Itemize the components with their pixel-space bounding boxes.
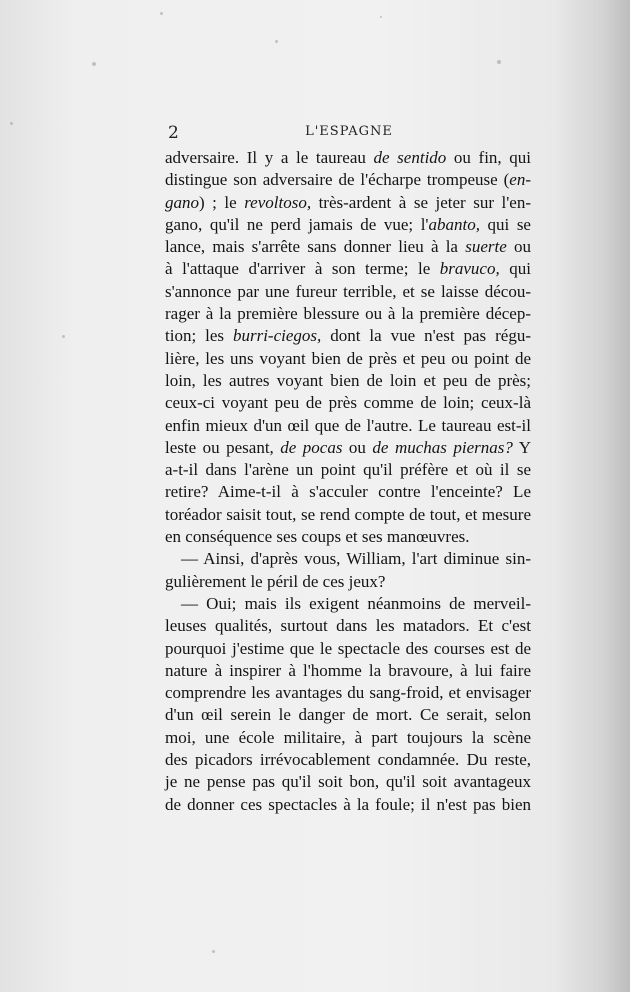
page-number: 2: [168, 123, 179, 143]
text-line: adversaire. Il y a le taureau de sentido ou fin, qui: [165, 148, 532, 167]
text-line: — Oui; mais ils exigent néanmoins de merveil-: [181, 593, 531, 613]
text-line: d'un œil serein le danger de mort. Ce serait, selon: [165, 705, 531, 725]
italic-term: en-: [509, 170, 531, 190]
text-line: enfin mieux d'un œil que de l'autre. Le taureau est-il: [165, 415, 531, 435]
text-line: ceux-ci voyant peu de près comme de loin; ceux-là: [165, 393, 531, 413]
page-header: [168, 123, 530, 145]
text-line: leuses qualités, surtout dans les matadors. Et c'est: [165, 616, 531, 636]
text-line: gulièrement le péril de ces jeux?: [165, 571, 386, 591]
italic-term: burri-ciegos,: [232, 326, 322, 346]
text-line: comprendre les avantages du sang-froid, et envisager: [165, 683, 531, 703]
paper-speck: [160, 12, 163, 15]
text-line: je ne pense pas qu'il soit bon, qu'il soit avantageux: [165, 772, 531, 792]
paper-speck: [380, 16, 382, 18]
paper-speck: [62, 335, 65, 338]
italic-term: de pocas: [280, 437, 343, 457]
italic-term: bravuco,: [439, 259, 500, 279]
text-line: toréador saisit tout, se rend compte de tout, et mesure: [165, 504, 531, 524]
text-line: s'annonce par une fureur terrible, et se laisse décou-: [165, 281, 531, 301]
italic-term: de sentido: [373, 148, 447, 167]
text-line: loin, les autres voyant bien de loin et peu de près;: [165, 370, 531, 390]
text-line: gano, qu'il ne perd jamais de vue; l'abanto, qui se: [165, 214, 531, 234]
text-line: leste ou pesant, de pocas ou de muchas piernas? Y: [165, 437, 531, 457]
paper-speck: [212, 950, 215, 953]
text-line: des picadors irrévocablement condamnée. Du reste,: [165, 750, 531, 770]
text-line: moi, une école militaire, à part toujours la scène: [165, 727, 531, 747]
italic-term: revoltoso,: [244, 192, 312, 212]
text-line: distingue son adversaire de l'écharpe trompeuse (en-: [165, 170, 531, 190]
text-line: a-t-il dans l'arène un point qu'il préfère et où il se: [165, 460, 531, 480]
text-line: — Ainsi, d'après vous, William, l'art diminue sin-: [181, 549, 531, 569]
italic-term: abanto,: [428, 214, 480, 234]
text-line: en conséquence ses coups et ses manœuvres.: [165, 527, 470, 547]
italic-term: gano: [165, 192, 199, 212]
body-text: [165, 147, 531, 816]
italic-term: suerte: [465, 237, 507, 257]
text-line: pourquoi j'estime que le spectacle des courses est de: [165, 638, 531, 658]
text-line: à l'attaque d'arriver à son terme; le bravuco, qui: [165, 259, 531, 279]
text-line: lance, mais s'arrête sans donner lieu à la suerte ou: [165, 237, 531, 257]
paper-speck: [92, 62, 96, 66]
italic-term: de muchas piernas?: [372, 437, 513, 457]
text-line: gano) ; le revoltoso, très-ardent à se jeter sur l'en-: [165, 192, 531, 212]
text-line: tion; les burri-ciegos, dont la vue n'est pas régu-: [165, 326, 531, 346]
text-line: retire? Aime-t-il à s'acculer contre l'enceinte? Le: [165, 482, 531, 502]
paper-speck: [10, 122, 13, 125]
paper-speck: [275, 40, 278, 43]
text-line: de donner ces spectacles à la foule; il n'est pas bien: [165, 794, 531, 814]
paper-speck: [497, 60, 501, 64]
running-title: L'ESPAGNE: [305, 124, 393, 139]
text-line: lière, les uns voyant bien de près et peu ou point de: [165, 348, 531, 368]
text-line: rager à la première blessure ou à la première décep-: [165, 304, 531, 324]
text-line: nature à inspirer à l'homme la bravoure, à lui faire: [165, 660, 531, 680]
